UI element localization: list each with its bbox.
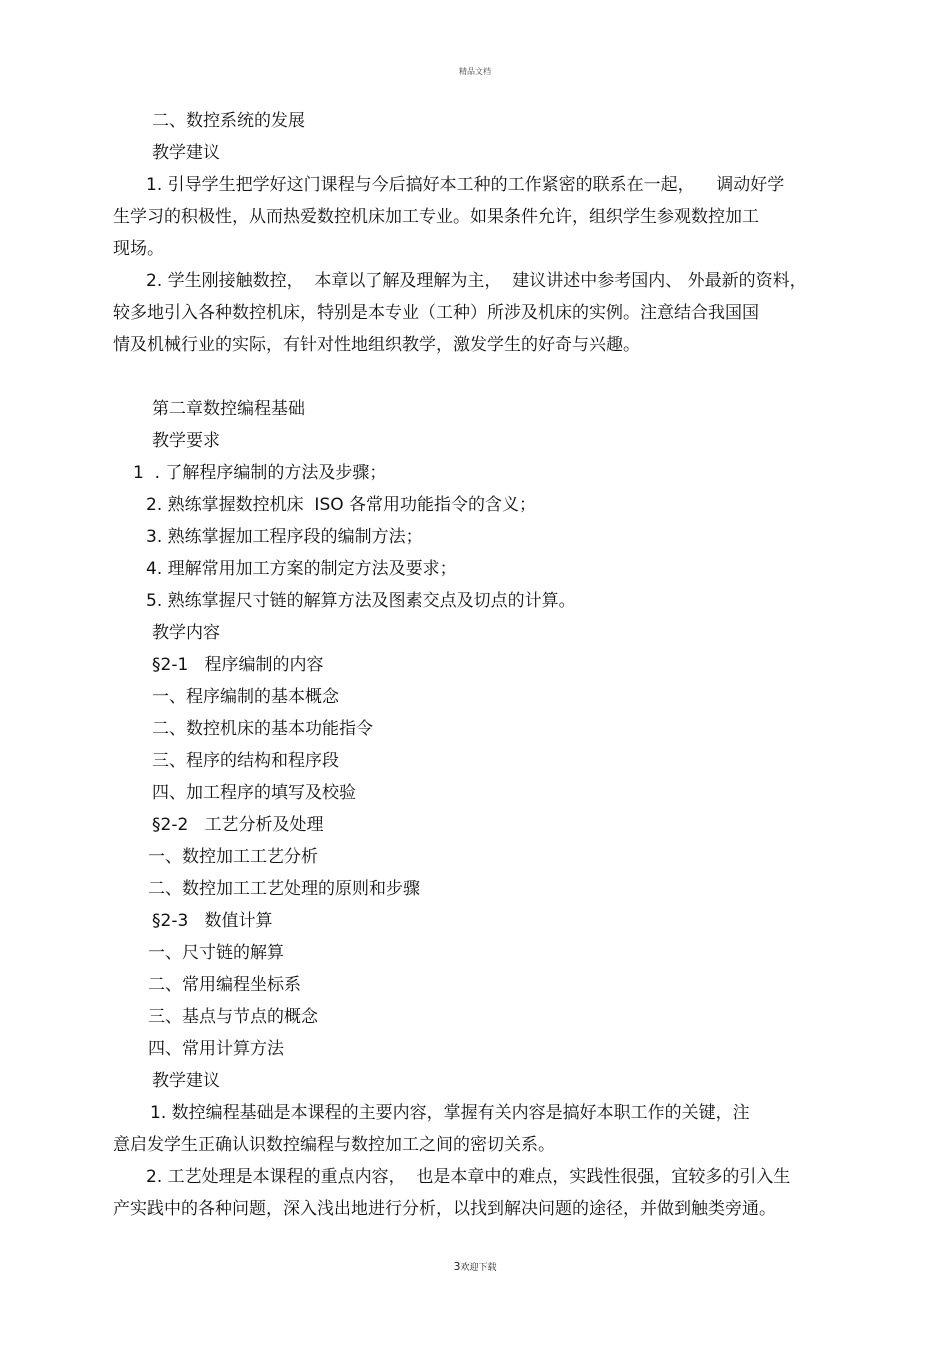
- subheading: 教学要求: [152, 431, 220, 451]
- subheading: 教学建议: [152, 1071, 220, 1091]
- paragraph-line: 1. 数控编程基础是本课程的主要内容，掌握有关内容是搞好本职工作的关键，注: [150, 1103, 750, 1123]
- list-item: 4. 理解常用加工方案的制定方法及要求；: [146, 559, 457, 579]
- paragraph-line: 2. 工艺处理是本课程的重点内容， 也是本章中的难点，实践性很强，宜较多的引入生: [146, 1167, 791, 1187]
- paragraph-line: 情及机械行业的实际，有针对性地组织教学，激发学生的好奇与兴趣。: [113, 335, 640, 355]
- outline-item: 二、数控加工工艺处理的原则和步骤: [148, 879, 420, 899]
- page-footer: [0, 1260, 950, 1273]
- outline-item: 一、程序编制的基本概念: [152, 687, 339, 707]
- paragraph-line: 现场。: [113, 239, 164, 259]
- section-heading: §2-1 程序编制的内容: [152, 655, 324, 675]
- list-item: 2. 熟练掌握数控机床 ISO 各常用功能指令的含义；: [146, 495, 537, 515]
- paragraph-line: 2. 学生刚接触数控， 本章以了解及理解为主， 建议讲述中参考国内、 外最新的资料，: [146, 271, 807, 291]
- list-item: 1 . 了解程序编制的方法及步骤；: [133, 463, 387, 483]
- list-item: 5. 熟练掌握尺寸链的解算方法及图素交点及切点的计算。: [146, 591, 576, 611]
- section-heading: 二、数控系统的发展: [152, 111, 305, 131]
- paragraph-line: 产实践中的各种问题，深入浅出地进行分析，以找到解决问题的途径，并做到触类旁通。: [113, 1199, 776, 1219]
- paragraph-line: 较多地引入各种数控机床，特别是本专业（工种）所涉及机床的实例。注意结合我国国: [113, 303, 759, 323]
- section-heading: §2-2 工艺分析及处理: [152, 815, 324, 835]
- section-heading: §2-3 数值计算: [152, 911, 273, 931]
- paragraph-line: 生学习的积极性，从而热爱数控机床加工专业。如果条件允许，组织学生参观数控加工: [113, 207, 759, 227]
- page-header: 精品文档: [459, 67, 491, 76]
- outline-item: 三、基点与节点的概念: [148, 1007, 318, 1027]
- outline-item: 三、程序的结构和程序段: [152, 751, 339, 771]
- outline-item: 一、尺寸链的解算: [148, 943, 284, 963]
- outline-item: 二、数控机床的基本功能指令: [152, 719, 373, 739]
- paragraph-line: 1. 引导学生把学好这门课程与今后搞好本工种的工作紧密的联系在一起， 调动好学: [146, 175, 785, 195]
- subheading: 教学建议: [152, 143, 220, 163]
- page-number: 3: [453, 1260, 461, 1273]
- list-item: 3. 熟练掌握加工程序段的编制方法；: [146, 527, 423, 547]
- chapter-title: 第二章数控编程基础: [152, 399, 305, 419]
- outline-item: 二、常用编程坐标系: [148, 975, 301, 995]
- outline-item: 四、加工程序的填写及校验: [152, 783, 356, 803]
- paragraph-line: 意启发学生正确认识数控编程与数控加工之间的密切关系。: [113, 1135, 555, 1155]
- outline-item: 四、常用计算方法: [148, 1039, 284, 1059]
- subheading: 教学内容: [152, 623, 220, 643]
- footer-text: 欢迎下载: [460, 1263, 497, 1273]
- outline-item: 一、数控加工工艺分析: [148, 847, 318, 867]
